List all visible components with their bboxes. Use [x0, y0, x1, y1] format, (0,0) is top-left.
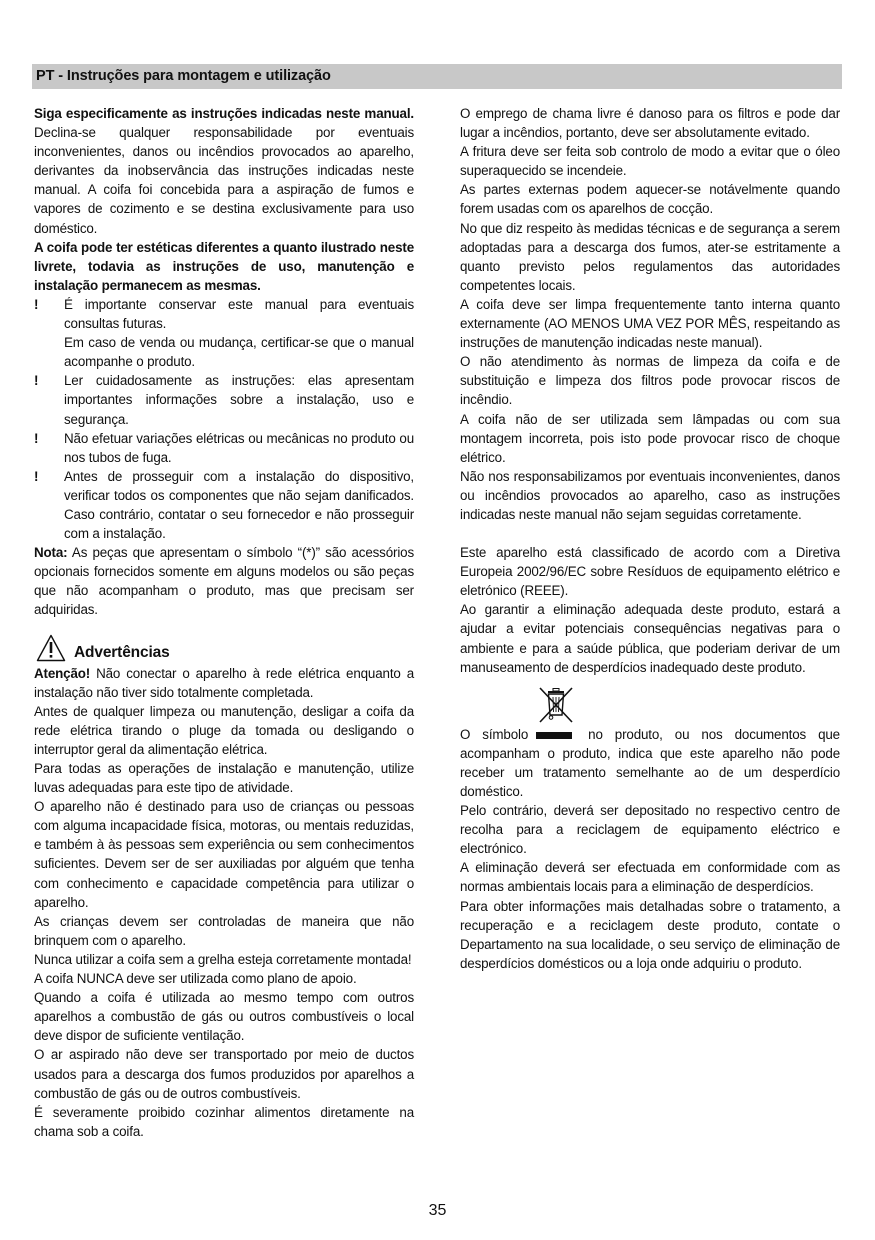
- nota-label: Nota:: [34, 545, 68, 561]
- bullet-item: [34, 371, 414, 428]
- bullet-text-extra: Em caso de venda ou mudança, certificar-se que o manual acompanhe o produto.: [64, 335, 414, 370]
- atencao-text: Não conectar o aparelho à rede elétrica enquanto a instalação não tiver sido totalmente completada.: [34, 665, 414, 700]
- warnings-heading: [34, 634, 414, 662]
- bullet-text: Não efetuar variações elétricas ou mecânicas no produto ou nos tubos de fuga.: [64, 430, 414, 465]
- warning-paragraph: Para todas as operações de instalação e manutenção, utilize luvas adequadas para este tipo de atividade.: [34, 761, 414, 796]
- crossed-bin-icon: [536, 685, 576, 725]
- safety-paragraph: O não atendimento às normas de limpeza da coifa e de substituição e limpeza dos filtros pode provocar riscos de incêndio.: [460, 354, 840, 408]
- symbol-after: no produto, ou nos documentos que acompanham o produto, indica que este aparelho não pode receber um tratamento semelhante ao de um desperdício doméstico.: [460, 726, 840, 799]
- spacer: [460, 524, 840, 543]
- atencao-label: Atenção!: [34, 665, 91, 681]
- bullet-item: [34, 429, 414, 467]
- warnings-title: Advertências: [74, 643, 170, 661]
- bullet-text: Antes de prosseguir com a instalação do dispositivo, verificar todos os componentes que não sejam danificados. Caso contrário, contatar o seu fornecedor e não prosseguir com a instalação.: [64, 468, 414, 542]
- safety-paragraph: No que diz respeito às medidas técnicas e de segurança a serem adoptadas para a descarga dos fumos, ater-se estritamente a quanto previsto pelos regulamentos das autoridades competentes locais.: [460, 220, 840, 293]
- bullet-text: É importante conservar este manual para eventuais consultas futuras.: [64, 296, 414, 332]
- exclamation-bullet: !: [34, 373, 39, 389]
- safety-paragraph: As partes externas podem aquecer-se notávelmente quando forem usadas com os aparelhos de cocção.: [460, 182, 840, 217]
- section-title: PT - Instruções para montagem e utilização: [36, 68, 331, 84]
- safety-paragraph: O emprego de chama livre é danoso para os filtros e pode dar lugar a incêndios, portanto, deve ser absolutamente evitado.: [460, 106, 840, 141]
- weee-paragraph: Ao garantir a eliminação adequada deste produto, estará a ajudar a evitar potenciais consequências negativas para o ambiente e para a saúde pública, que poderiam derivar de um manuseamento de desperdícios inadequado deste produto.: [460, 602, 840, 675]
- nota-text: As peças que apresentam o símbolo “(*)” são acessórios opcionais fornecidos somente em alguns modelos ou são peças que não acompanham o produto, mas que precisam ser adquiridas.: [34, 545, 414, 618]
- closing-paragraph: Para obter informações mais detalhadas sobre o tratamento, a recuperação e a reciclagem deste produto, contate o Departamento na sua localidade, o seu serviço de eliminação de desperdícios domésticos ou a loja onde adquiriu o produto.: [460, 898, 840, 971]
- left-column: [34, 104, 414, 1141]
- intro-bold: Siga especificamente as instruções indicadas neste manual.: [34, 106, 414, 121]
- page-number: 35: [428, 1202, 447, 1219]
- safety-paragraph: A fritura deve ser feita sob controlo de modo a evitar que o óleo superaquecido se incendeie.: [460, 144, 840, 179]
- safety-paragraph: A coifa deve ser limpa frequentemente tanto interna quanto externamente (AO MENOS UMA VEZ POR MÊS, respeitando as instruções de manutenção indicadas neste manual).: [460, 296, 840, 351]
- atencao-paragraph: [34, 664, 414, 702]
- nota-paragraph: [34, 543, 414, 619]
- exclamation-bullet: !: [34, 296, 39, 312]
- warning-paragraph: Nunca utilizar a coifa sem a grelha esteja corretamente montada!: [34, 951, 412, 967]
- warning-paragraph: As crianças devem ser controladas de maneira que não brinquem com o aparelho.: [34, 913, 414, 948]
- symbol-paragraph: [460, 725, 840, 801]
- exclamation-bullet: !: [34, 430, 39, 446]
- intro-paragraph: [34, 104, 414, 238]
- symbol-before: O símbolo: [460, 726, 529, 742]
- warning-triangle-icon: [36, 634, 66, 662]
- bullet-item: [34, 467, 414, 543]
- weee-paragraph: Este aparelho está classificado de acordo com a Diretiva Europeia 2002/96/EC sobre Resíduos de equipamento elétrico e eletrónico (REEE).: [460, 545, 840, 599]
- warning-paragraph: A coifa NUNCA deve ser utilizada como plano de apoio.: [34, 971, 357, 987]
- exclamation-bullet: !: [34, 468, 39, 484]
- right-column: [460, 104, 840, 973]
- intro-text: Declina-se qualquer responsabilidade por eventuais inconvenientes, danos ou incêndios provocados ao aparelho, derivantes da inobservância das instruções indicadas neste manual. A coifa foi concebida para a aspiração de fumos e vapores de cozimento e se destina exclusivamente para uso doméstico.: [34, 125, 414, 236]
- solid-bar-symbol-icon: [536, 732, 572, 739]
- warning-paragraph: É severamente proibido cozinhar alimentos diretamente na chama sob a coifa.: [34, 1104, 414, 1139]
- bullet-text: Ler cuidadosamente as instruções: elas apresentam importantes informações sobre a instalação, uso e segurança.: [64, 373, 414, 427]
- safety-paragraph: Não nos responsabilizamos por eventuais inconvenientes, danos ou incêndios provocados ao aparelho, caso as instruções indicadas neste manual não sejam seguidas corretamente.: [460, 468, 840, 522]
- warning-paragraph: O ar aspirado não deve ser transportado por meio de ductos usados para a descarga dos fumos produzidos por aparelhos a combustão de gás ou de outros combustíveis.: [34, 1047, 414, 1101]
- warning-paragraph: Quando a coifa é utilizada ao mesmo tempo com outros aparelhos a combustão de gás ou outros combustíveis o local deve dispor de suficiente ventilação.: [34, 990, 414, 1044]
- closing-paragraph: A eliminação deverá ser efectuada em conformidade com as normas ambientais locais para a eliminação de desperdícios.: [460, 860, 840, 895]
- bullet-item: [34, 295, 414, 371]
- aesthetic-note: A coifa pode ter estéticas diferentes a quanto ilustrado neste livrete, todavia as instruções de uso, manutenção e instalação permanecem as mesmas.: [34, 239, 414, 293]
- section-header-bar: [32, 64, 842, 89]
- warning-paragraph: Antes de qualquer limpeza ou manutenção, desligar a coifa da rede elétrica tirando o pluge da tomada ou desligando o interruptor geral da alimentação elétrica.: [34, 703, 414, 757]
- safety-paragraph: A coifa não de ser utilizada sem lâmpadas ou com sua montagem incorreta, pois isto pode provocar risco de choque elétrico.: [460, 411, 840, 465]
- closing-paragraph: Pelo contrário, deverá ser depositado no respectivo centro de recolha para a reciclagem de equipamento eléctrico e electrónico.: [460, 803, 840, 857]
- warning-paragraph: O aparelho não é destinado para uso de crianças ou pessoas com alguma incapacidade física, motoras, ou mentais reduzidas, e também à às pessoas sem experiência ou sem conhecimentos suficientes. Devem ser de ser auxiliadas por alguém que tenha com conhecimento e capacidade competência para utilizar o aparelho.: [34, 799, 414, 910]
